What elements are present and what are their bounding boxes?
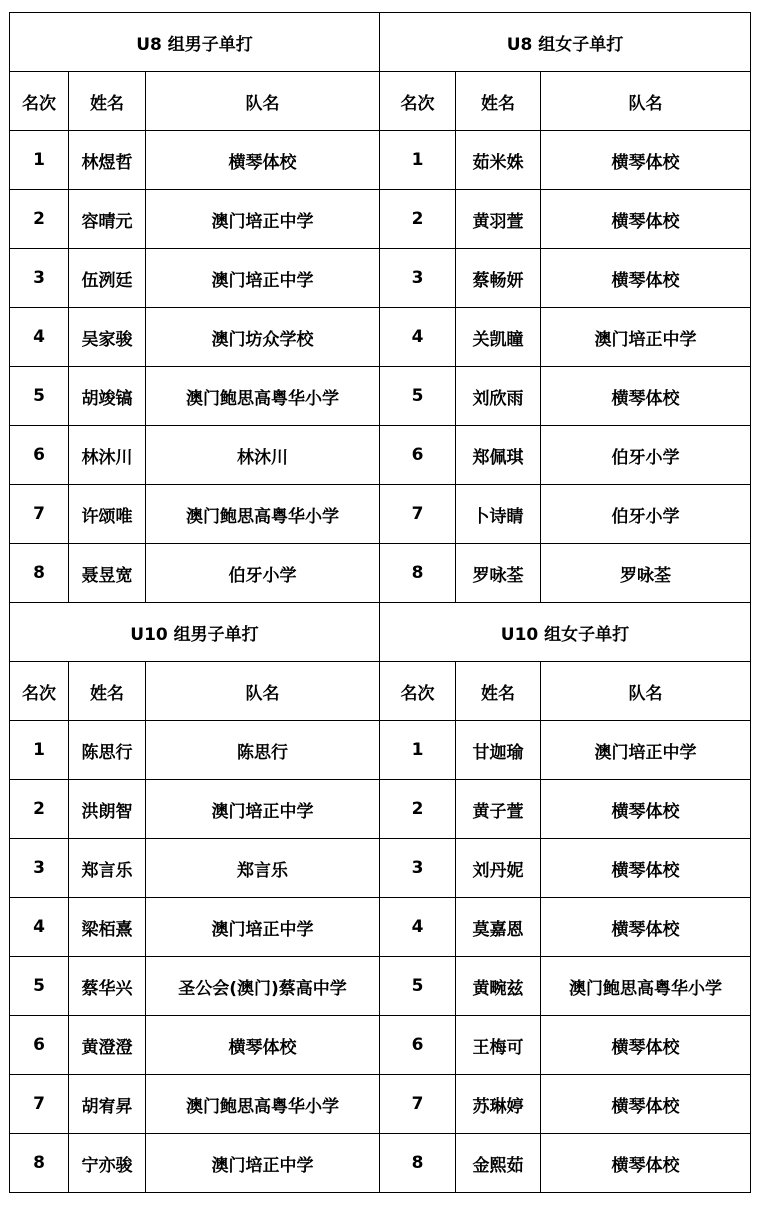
results-table-body [10, 13, 751, 1193]
table-row [10, 1016, 751, 1075]
team-name-cell: 澳门培正中学 [146, 190, 380, 249]
rank-cell: 7 [10, 485, 69, 544]
header-rank: 名次 [380, 72, 456, 131]
header-name: 姓名 [69, 662, 146, 721]
rank-cell: 4 [380, 308, 456, 367]
player-name-cell: 黄羽萱 [456, 190, 541, 249]
table-row [10, 249, 751, 308]
rank-cell: 5 [380, 957, 456, 1016]
table-row [10, 131, 751, 190]
section-title-left: U8 组男子单打 [10, 13, 380, 72]
rank-cell: 3 [10, 839, 69, 898]
rank-cell: 8 [380, 1134, 456, 1193]
team-name-cell: 横琴体校 [541, 249, 751, 308]
rank-cell: 6 [380, 426, 456, 485]
team-name-cell: 横琴体校 [541, 1016, 751, 1075]
table-row [10, 426, 751, 485]
player-name-cell: 容晴元 [69, 190, 146, 249]
player-name-cell: 王梅可 [456, 1016, 541, 1075]
player-name-cell: 许颂唯 [69, 485, 146, 544]
table-row [10, 780, 751, 839]
results-table [9, 12, 751, 1193]
team-name-cell: 林沐川 [146, 426, 380, 485]
player-name-cell: 刘丹妮 [456, 839, 541, 898]
team-name-cell: 澳门培正中学 [146, 1134, 380, 1193]
team-name-cell: 横琴体校 [541, 898, 751, 957]
header-team: 队名 [541, 72, 751, 131]
rank-cell: 5 [380, 367, 456, 426]
section-title-right: U8 组女子单打 [380, 13, 751, 72]
player-name-cell: 吴家骏 [69, 308, 146, 367]
header-team: 队名 [146, 662, 380, 721]
header-rank: 名次 [10, 662, 69, 721]
rank-cell: 6 [10, 426, 69, 485]
team-name-cell: 澳门鲍思高粤华小学 [146, 485, 380, 544]
team-name-cell: 澳门鲍思高粤华小学 [146, 367, 380, 426]
team-name-cell: 郑言乐 [146, 839, 380, 898]
rank-cell: 5 [10, 957, 69, 1016]
column-header-row [10, 72, 751, 131]
table-row [10, 308, 751, 367]
rank-cell: 6 [380, 1016, 456, 1075]
player-name-cell: 蔡畅妍 [456, 249, 541, 308]
team-name-cell: 横琴体校 [541, 1075, 751, 1134]
section-title-row [10, 13, 751, 72]
player-name-cell: 莫嘉恩 [456, 898, 541, 957]
rank-cell: 4 [10, 898, 69, 957]
table-row [10, 957, 751, 1016]
player-name-cell: 卜诗睛 [456, 485, 541, 544]
player-name-cell: 蔡华兴 [69, 957, 146, 1016]
header-team: 队名 [146, 72, 380, 131]
player-name-cell: 林沐川 [69, 426, 146, 485]
team-name-cell: 横琴体校 [541, 780, 751, 839]
rank-cell: 1 [10, 131, 69, 190]
player-name-cell: 黄子萱 [456, 780, 541, 839]
player-name-cell: 伍洌廷 [69, 249, 146, 308]
table-row [10, 367, 751, 426]
team-name-cell: 横琴体校 [541, 1134, 751, 1193]
player-name-cell: 郑言乐 [69, 839, 146, 898]
player-name-cell: 陈思行 [69, 721, 146, 780]
column-header-row [10, 662, 751, 721]
rank-cell: 8 [380, 544, 456, 603]
rank-cell: 7 [10, 1075, 69, 1134]
rank-cell: 8 [10, 1134, 69, 1193]
team-name-cell: 澳门坊众学校 [146, 308, 380, 367]
player-name-cell: 刘欣雨 [456, 367, 541, 426]
team-name-cell: 澳门培正中学 [541, 308, 751, 367]
player-name-cell: 林煜哲 [69, 131, 146, 190]
header-name: 姓名 [456, 72, 541, 131]
section-title-right: U10 组女子单打 [380, 603, 751, 662]
team-name-cell: 澳门培正中学 [146, 249, 380, 308]
team-name-cell: 伯牙小学 [146, 544, 380, 603]
player-name-cell: 胡宥昇 [69, 1075, 146, 1134]
header-name: 姓名 [456, 662, 541, 721]
team-name-cell: 横琴体校 [541, 367, 751, 426]
table-row [10, 1075, 751, 1134]
player-name-cell: 金熙茹 [456, 1134, 541, 1193]
player-name-cell: 甘迦瑜 [456, 721, 541, 780]
table-row [10, 898, 751, 957]
rank-cell: 7 [380, 485, 456, 544]
team-name-cell: 横琴体校 [146, 131, 380, 190]
player-name-cell: 梁栢熹 [69, 898, 146, 957]
team-name-cell: 横琴体校 [541, 190, 751, 249]
header-rank: 名次 [10, 72, 69, 131]
rank-cell: 3 [380, 839, 456, 898]
player-name-cell: 黄澄澄 [69, 1016, 146, 1075]
header-name: 姓名 [69, 72, 146, 131]
rank-cell: 7 [380, 1075, 456, 1134]
rank-cell: 3 [380, 249, 456, 308]
team-name-cell: 横琴体校 [541, 131, 751, 190]
rank-cell: 2 [10, 780, 69, 839]
header-team: 队名 [541, 662, 751, 721]
table-row [10, 839, 751, 898]
player-name-cell: 黄畹兹 [456, 957, 541, 1016]
player-name-cell: 罗咏荃 [456, 544, 541, 603]
header-rank: 名次 [380, 662, 456, 721]
team-name-cell: 伯牙小学 [541, 485, 751, 544]
player-name-cell: 宁亦骏 [69, 1134, 146, 1193]
team-name-cell: 横琴体校 [146, 1016, 380, 1075]
team-name-cell: 澳门培正中学 [146, 780, 380, 839]
rank-cell: 4 [10, 308, 69, 367]
rank-cell: 3 [10, 249, 69, 308]
rank-cell: 1 [380, 721, 456, 780]
player-name-cell: 聂昱宽 [69, 544, 146, 603]
rank-cell: 6 [10, 1016, 69, 1075]
section-title-left: U10 组男子单打 [10, 603, 380, 662]
player-name-cell: 郑佩琪 [456, 426, 541, 485]
team-name-cell: 圣公会(澳门)蔡高中学 [146, 957, 380, 1016]
rank-cell: 1 [10, 721, 69, 780]
rank-cell: 2 [10, 190, 69, 249]
rank-cell: 4 [380, 898, 456, 957]
rank-cell: 1 [380, 131, 456, 190]
player-name-cell: 胡竣镐 [69, 367, 146, 426]
rank-cell: 8 [10, 544, 69, 603]
rank-cell: 2 [380, 780, 456, 839]
team-name-cell: 伯牙小学 [541, 426, 751, 485]
team-name-cell: 横琴体校 [541, 839, 751, 898]
player-name-cell: 茹米姝 [456, 131, 541, 190]
table-row [10, 544, 751, 603]
player-name-cell: 关凯瞳 [456, 308, 541, 367]
team-name-cell: 澳门鲍思高粤华小学 [541, 957, 751, 1016]
team-name-cell: 澳门培正中学 [541, 721, 751, 780]
table-row [10, 721, 751, 780]
table-row [10, 190, 751, 249]
team-name-cell: 罗咏荃 [541, 544, 751, 603]
rank-cell: 2 [380, 190, 456, 249]
table-row [10, 485, 751, 544]
table-row [10, 1134, 751, 1193]
team-name-cell: 澳门培正中学 [146, 898, 380, 957]
player-name-cell: 苏琳婷 [456, 1075, 541, 1134]
team-name-cell: 陈思行 [146, 721, 380, 780]
player-name-cell: 洪朗智 [69, 780, 146, 839]
section-title-row [10, 603, 751, 662]
team-name-cell: 澳门鲍思高粤华小学 [146, 1075, 380, 1134]
rank-cell: 5 [10, 367, 69, 426]
